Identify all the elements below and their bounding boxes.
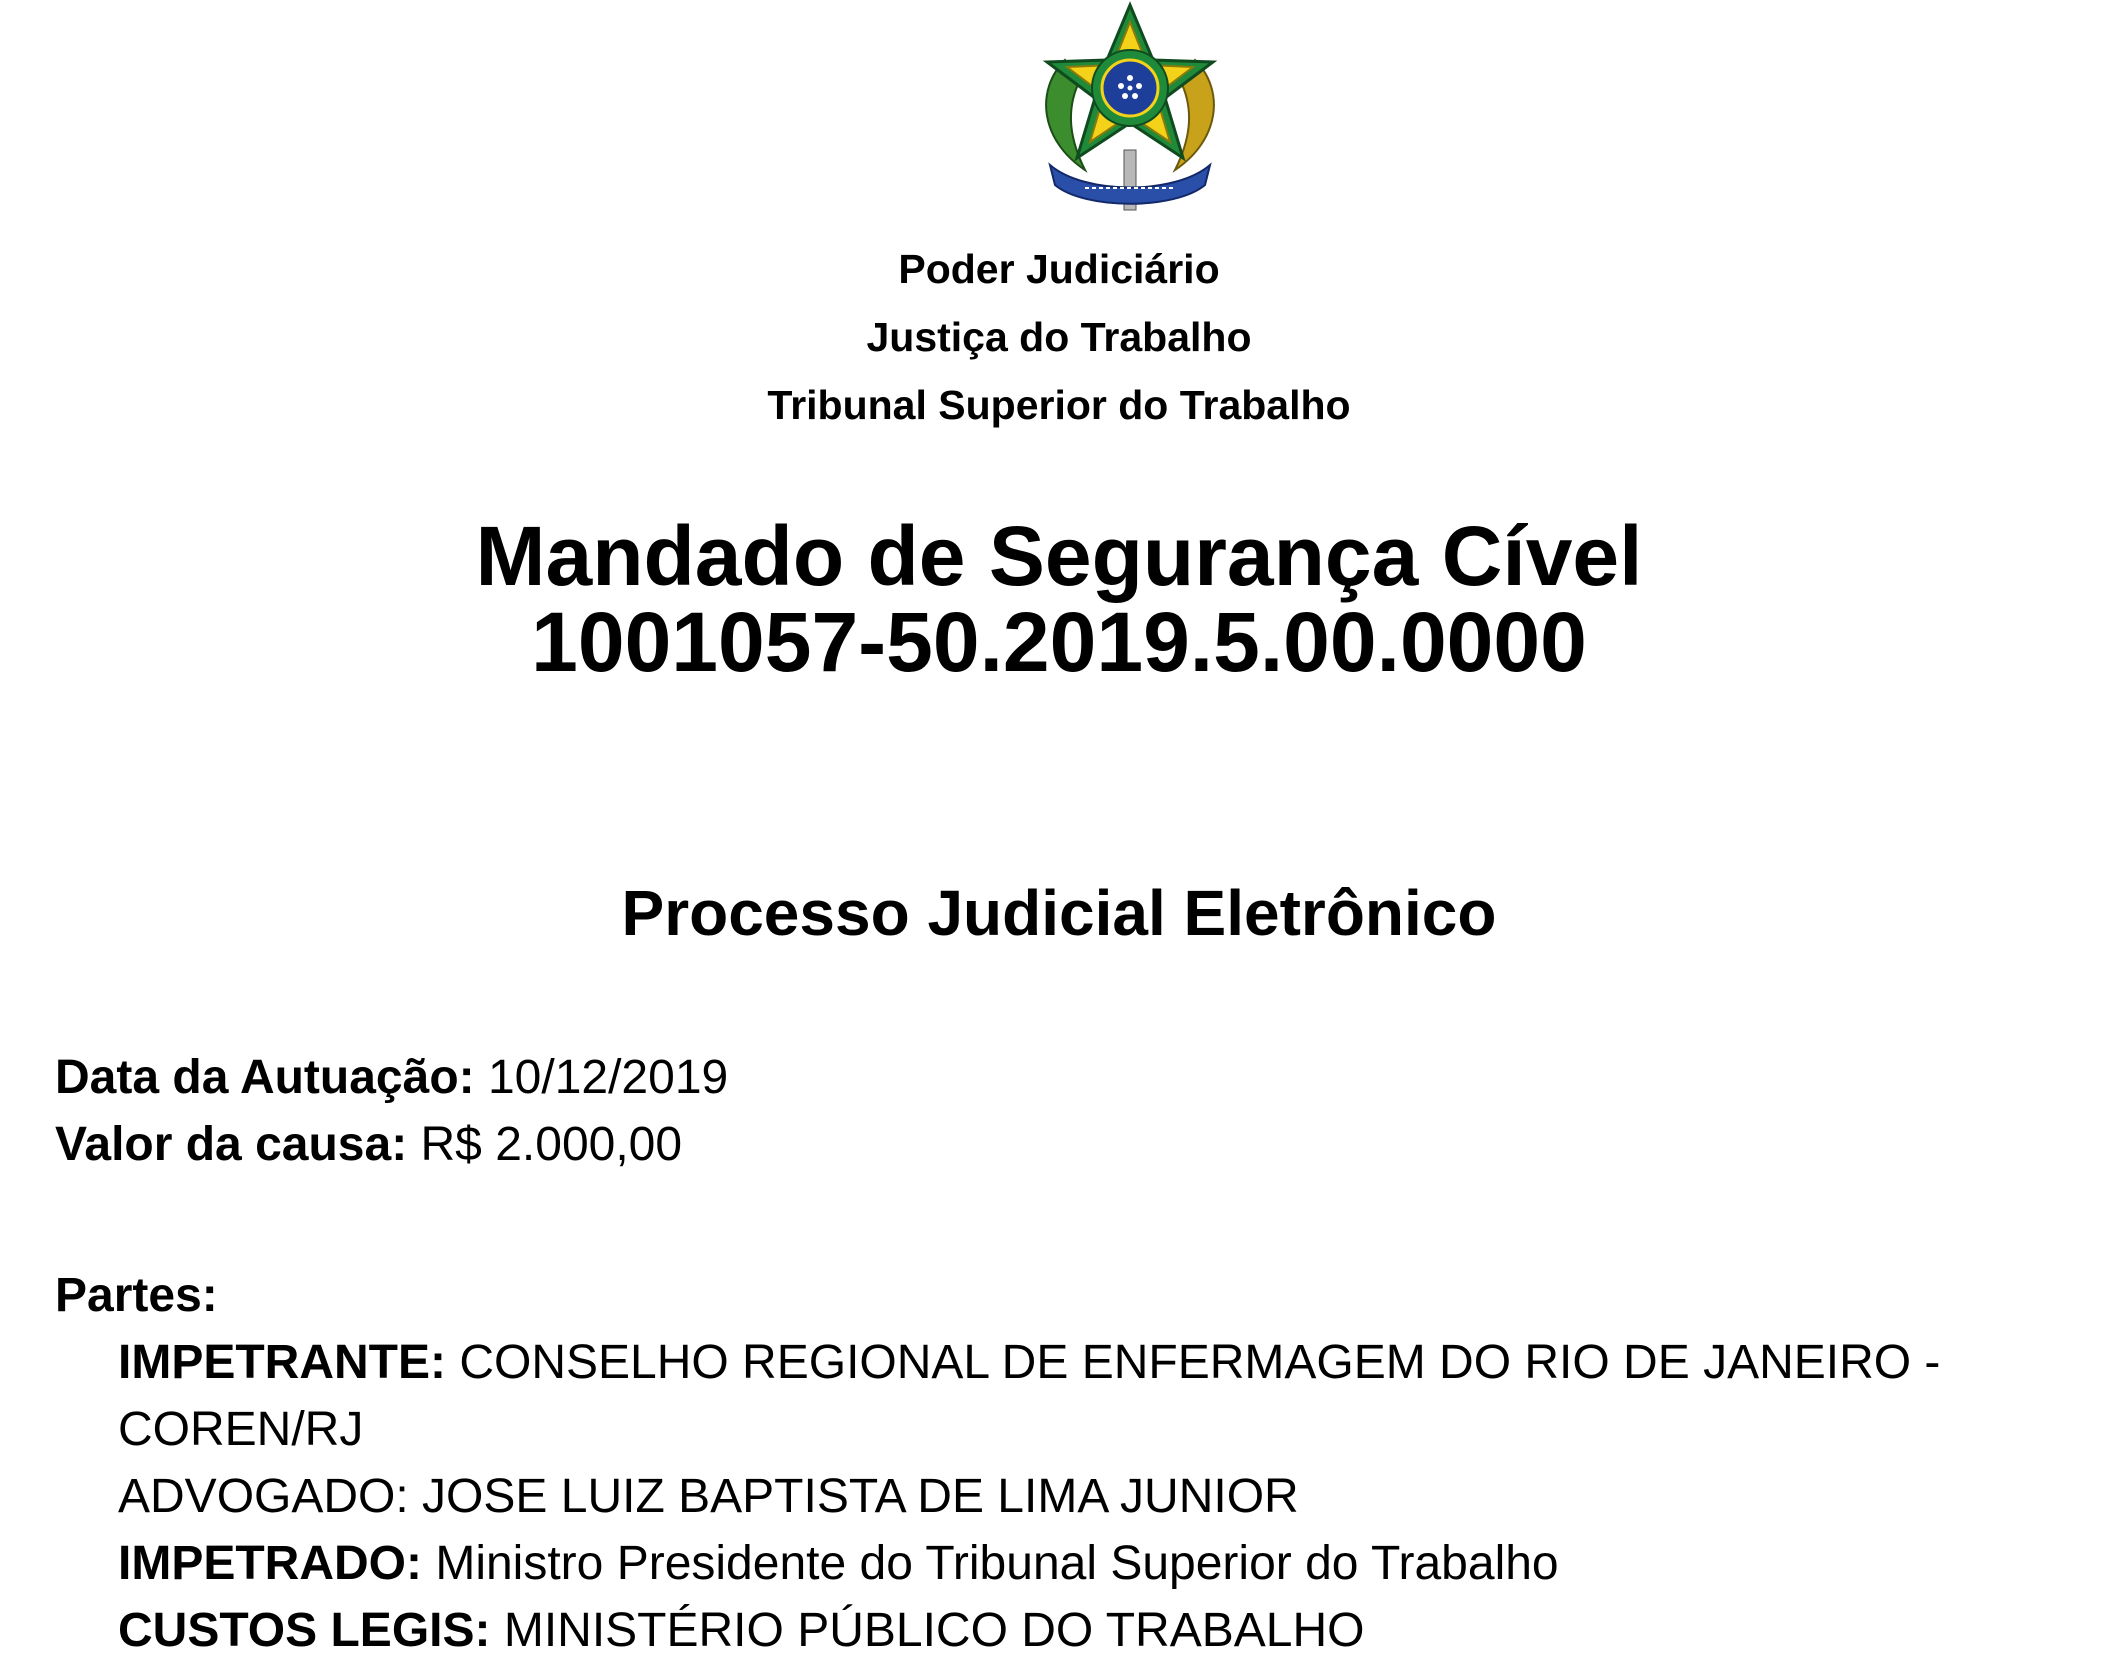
document-subtitle: Processo Judicial Eletrônico [621,877,1497,949]
data-autuacao-label: Data da Autuação: [55,1051,475,1104]
valor-causa-row [55,1117,682,1173]
impetrante-row [118,1335,1940,1391]
valor-causa-value: R$ 2.000,00 [420,1118,683,1171]
org-line-justica-do-trabalho: Justiça do Trabalho [866,314,1252,360]
custos-legis-row [118,1603,1364,1659]
impetrado-value: Ministro Presidente do Tribunal Superior do Trabalho [435,1537,1559,1590]
document-title: Mandado de Segurança Cível [475,509,1643,603]
impetrado-row [118,1536,1559,1592]
impetrante-continuation [118,1402,363,1458]
impetrante-value: CONSELHO REGIONAL DE ENFERMAGEM DO RIO DE JANEIRO - [459,1336,1941,1389]
advogado-row [118,1469,1299,1525]
valor-causa-label: Valor da causa: [55,1118,408,1171]
custos-legis-label: CUSTOS LEGIS: [118,1604,491,1657]
org-line-poder-judiciario: Poder Judiciário [898,246,1220,292]
org-line-tribunal-superior: Tribunal Superior do Trabalho [767,382,1351,428]
advogado-text: ADVOGADO: JOSE LUIZ BAPTISTA DE LIMA JUNIOR [118,1470,1299,1523]
brazil-coat-of-arms-icon [1025,0,1235,215]
impetrante-value-line2: COREN/RJ [118,1403,364,1456]
impetrante-label: IMPETRANTE: [118,1336,446,1389]
impetrado-label: IMPETRADO: [118,1537,422,1590]
process-number: 1001057-50.2019.5.00.0000 [531,595,1587,689]
data-autuacao-row [55,1050,728,1106]
data-autuacao-value: 10/12/2019 [487,1051,729,1104]
custos-legis-value: MINISTÉRIO PÚBLICO DO TRABALHO [503,1604,1365,1657]
partes-heading [55,1268,218,1324]
partes-heading-label: Partes: [55,1269,218,1322]
